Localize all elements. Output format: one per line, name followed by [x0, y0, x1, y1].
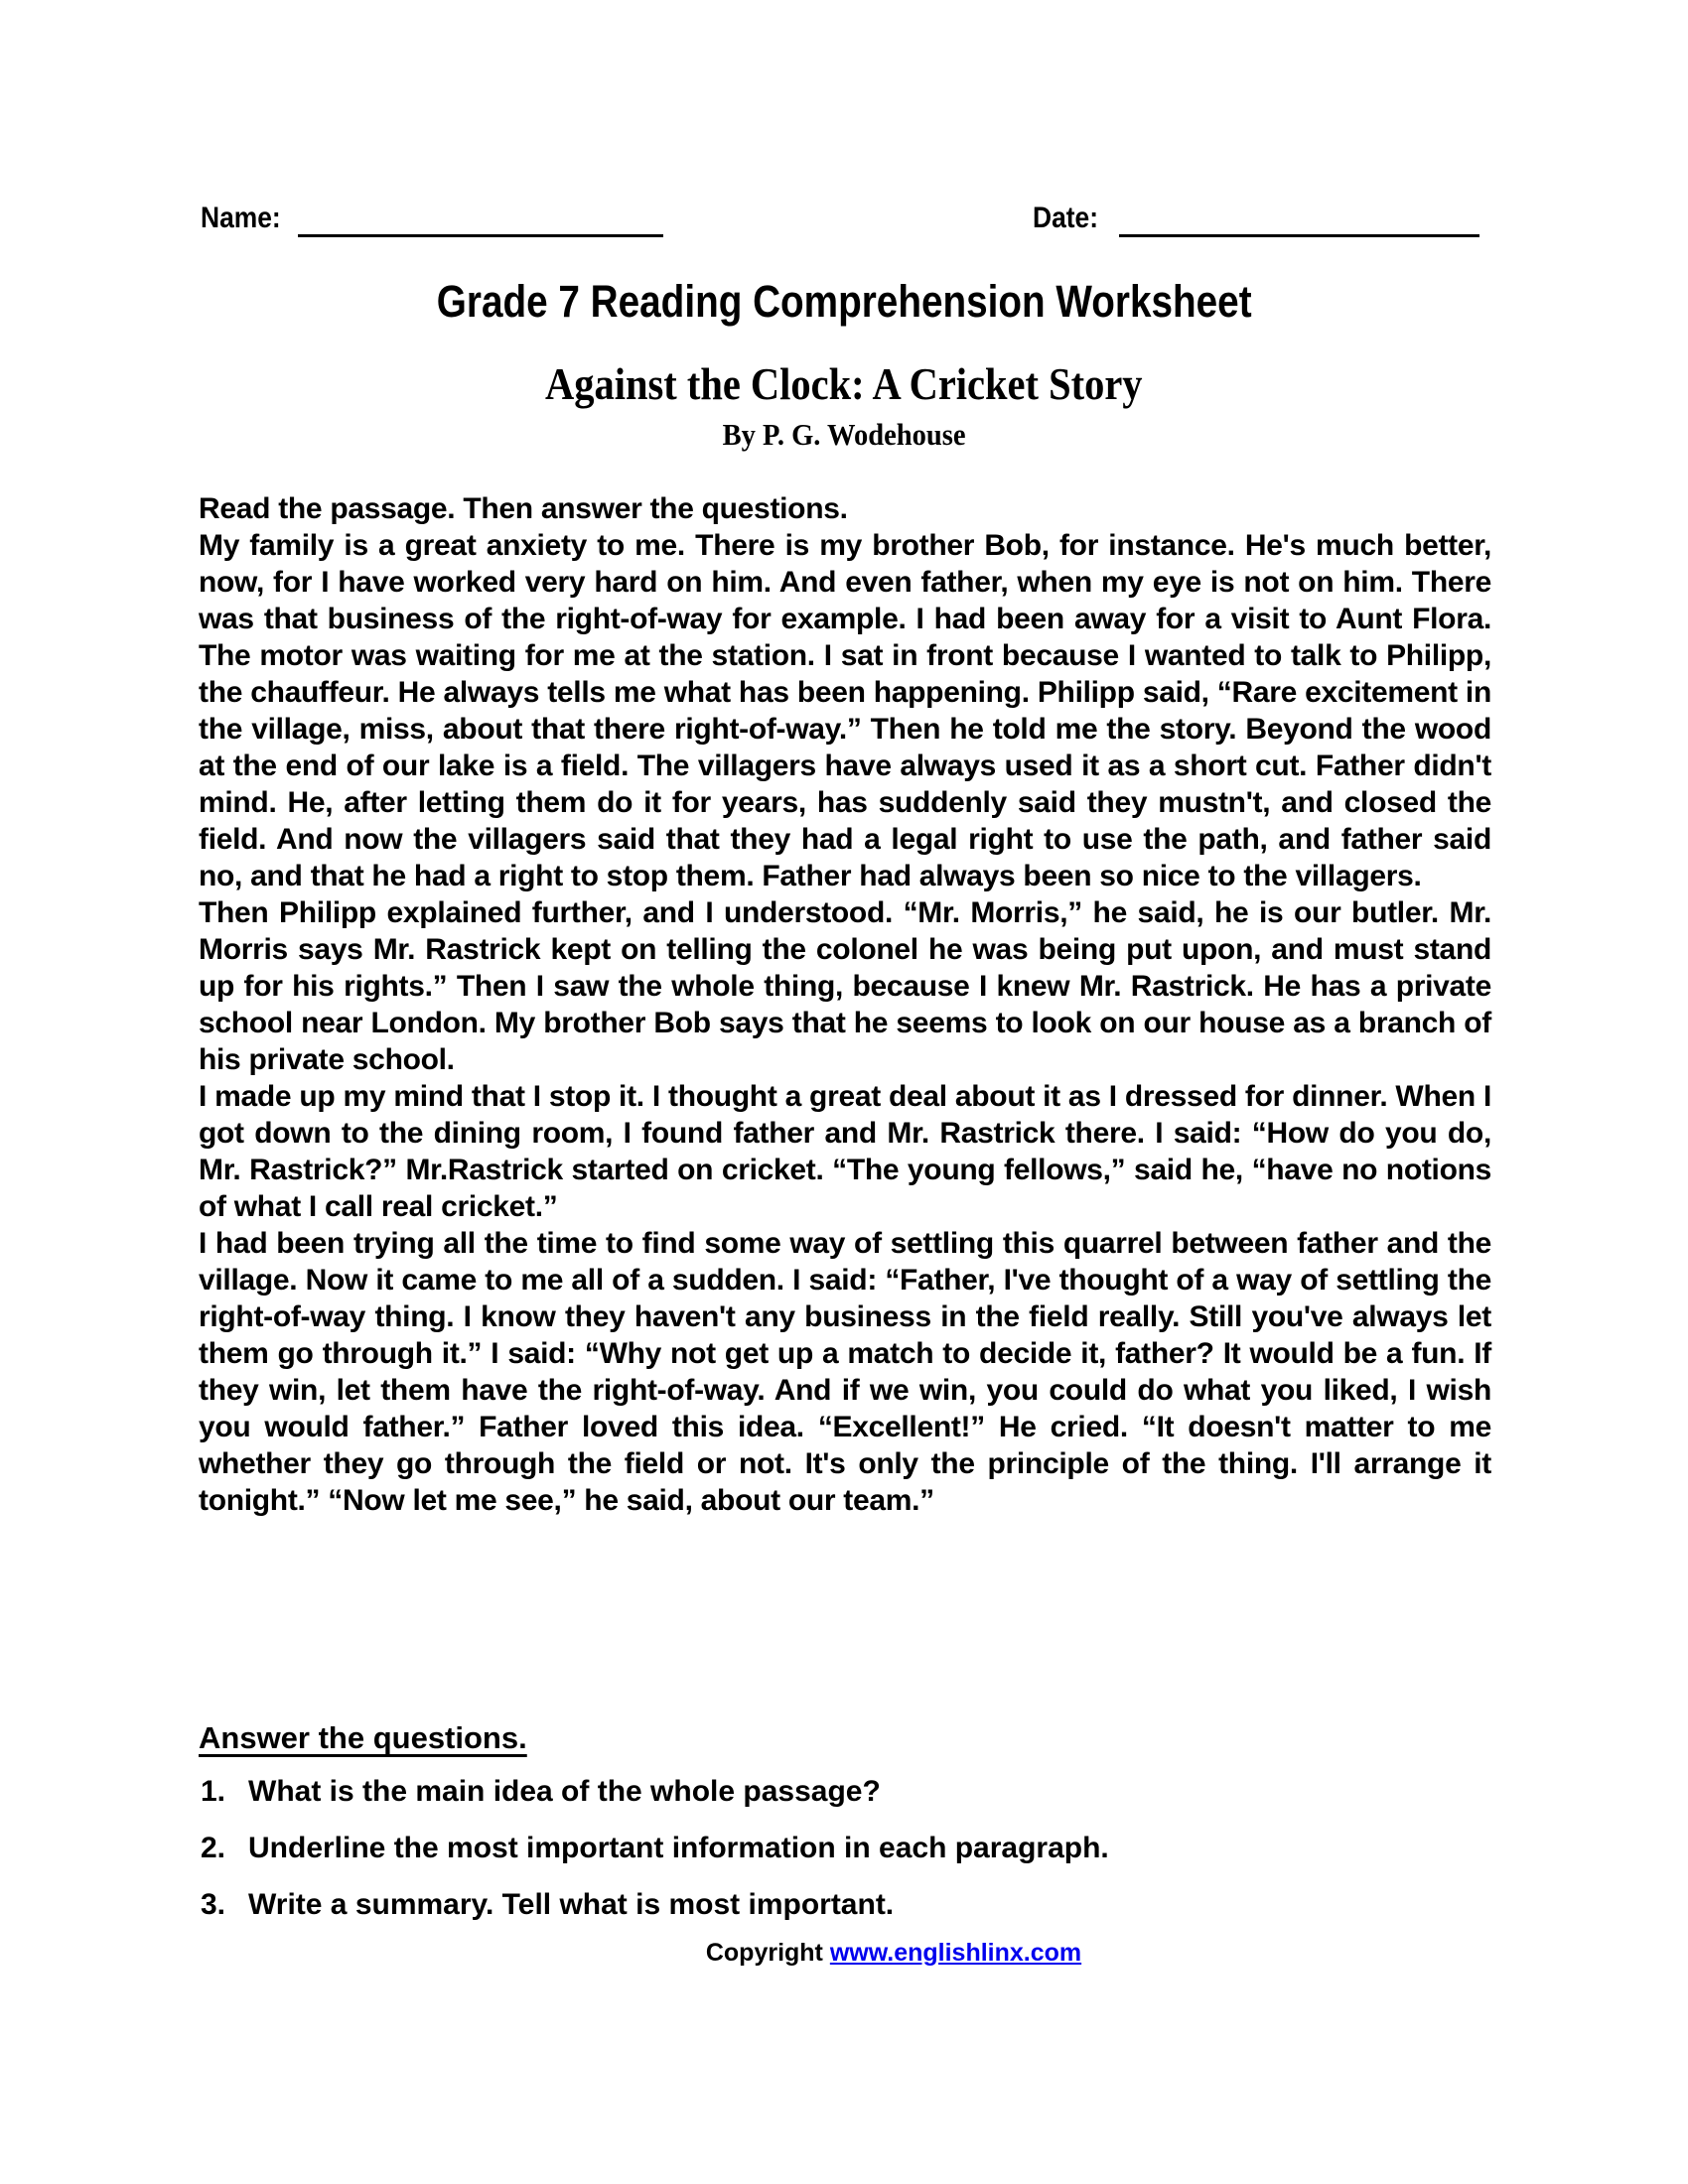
- passage-instructions: Read the passage. Then answer the questions.: [199, 492, 848, 525]
- date-label-text: Date:: [1033, 202, 1099, 234]
- question-text: Write a summary. Tell what is most important.: [248, 1888, 895, 1921]
- name-blank-line: [298, 234, 663, 237]
- question-number: 2.: [201, 1832, 226, 1864]
- question-number: 1.: [201, 1775, 226, 1808]
- story-title-row: [0, 357, 1688, 410]
- passage-paragraph-1: My family is a great anxiety to me. There is my brother Bob, for instance. He's much better, now, for I have worked very hard on him. And even father, when my eye is not on him. There was that business of the right-of-way for example. I had been away for a visit to Aunt Flora. The motor was waiting for me at the station. I sat in front because I wanted to talk to Philipp, the chauffeur. He always tells me what has been happening. Philipp said, “Rare excitement in the village, miss, about that there right-of-way.” Then he told me the story. Beyond the wood at the end of our lake is a field. The villagers have always used it as a short cut. Father didn't mind. He, after letting them do it for years, has suddenly said they mustn't, and closed the field. And now the villagers said that they had a legal right to use the path, and father said no, and that he had a right to stop them. Father had always been so nice to the villagers.: [199, 529, 1491, 892]
- question-item-1: [201, 1773, 1491, 1810]
- answer-questions-heading: Answer the questions.: [199, 1720, 527, 1755]
- copyright-link[interactable]: www.englishlinx.com: [829, 1939, 1082, 1967]
- questions-list: [201, 1773, 1491, 1943]
- question-text: What is the main idea of the whole passage?: [248, 1775, 881, 1808]
- passage-paragraph-4: I had been trying all the time to find some way of settling this quarrel between father and the village. Now it came to me all of a sudden. I said: “Father, I've thought of a way of settling the right-of-way thing. I know they haven't any business in the field really. Still you've always let them go through it.” I said: “Why not get up a match to decide it, father? It would be a fun. If they win, let them have the right-of-way. And if we win, you could do what you liked, I wish you would father.” Father loved this idea. “Excellent!” He cried. “It doesn't matter to me whether they go through the field or not. It's only the principle of the thing. I'll arrange it tonight.” “Now let me see,” he said, about our team.”: [199, 1227, 1491, 1517]
- story-byline-row: [0, 417, 1688, 453]
- name-label-text: Name:: [201, 202, 281, 234]
- question-item-3: [201, 1886, 1491, 1923]
- question-number: 3.: [201, 1888, 226, 1921]
- worksheet-title-row: [0, 276, 1688, 328]
- footer: [99, 1939, 1688, 1968]
- worksheet-title: Grade 7 Reading Comprehension Worksheet: [436, 276, 1252, 327]
- story-title: Against the Clock: A Cricket Story: [545, 358, 1143, 409]
- passage: [199, 490, 1491, 1519]
- passage-paragraph-3: I made up my mind that I stop it. I thought a great deal about it as I dressed for dinner. When I got down to the dining room, I found father and Mr. Rastrick there. I said: “How do you do, Mr. Rastrick?” Mr.Rastrick started on cricket. “The young fellows,” said he, “have no notions of what I call real cricket.”: [199, 1080, 1491, 1223]
- copyright-label: Copyright: [705, 1939, 823, 1967]
- passage-paragraph-2: Then Philipp explained further, and I understood. “Mr. Morris,” he said, he is our butler. Mr. Morris says Mr. Rastrick kept on telling the colonel he was being put upon, and must stand up for his rights.” Then I saw the whole thing, because I knew Mr. Rastrick. He has a private school near London. My brother Bob says that he seems to look on our house as a branch of his private school.: [199, 896, 1491, 1076]
- date-blank-line: [1119, 234, 1479, 237]
- story-byline: By P. G. Wodehouse: [722, 417, 966, 452]
- question-item-2: [201, 1830, 1491, 1866]
- question-text: Underline the most important information in each paragraph.: [248, 1832, 1109, 1864]
- date-field-label: [1033, 202, 1107, 235]
- name-field-label: [201, 202, 292, 235]
